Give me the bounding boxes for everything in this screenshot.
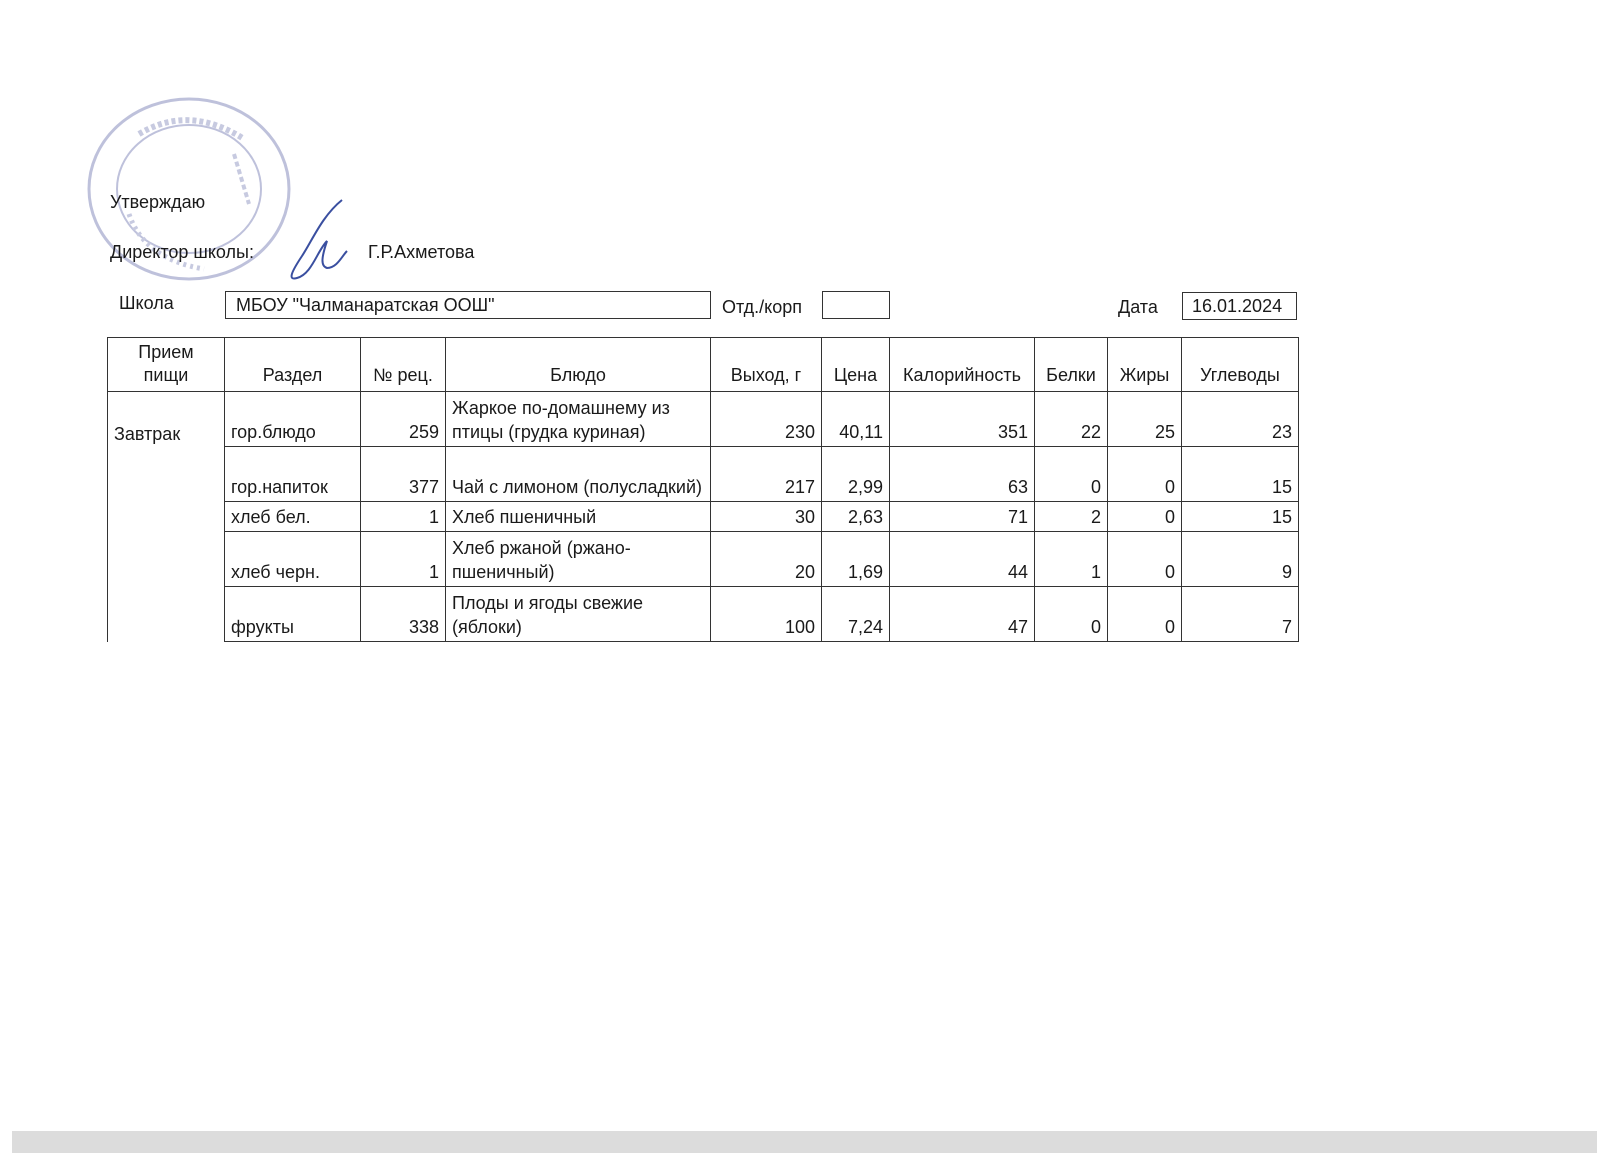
fat-cell: 0 <box>1108 502 1182 532</box>
dish-cell: Чай с лимоном (полусладкий) <box>446 447 711 502</box>
carbs-cell: 9 <box>1182 532 1299 587</box>
protein-cell: 0 <box>1035 447 1108 502</box>
col-recipe: № рец. <box>361 338 446 392</box>
section-cell: хлеб черн. <box>225 532 361 587</box>
school-field: МБОУ "Чалманаратская ООШ" <box>225 291 711 319</box>
col-price: Цена <box>822 338 890 392</box>
kcal-cell: 351 <box>890 392 1035 447</box>
col-yield: Выход, г <box>711 338 822 392</box>
school-label: Школа <box>119 293 174 313</box>
date-field: 16.01.2024 <box>1182 292 1297 320</box>
kcal-cell: 71 <box>890 502 1035 532</box>
recipe-cell: 338 <box>361 587 446 642</box>
section-cell: хлеб бел. <box>225 502 361 532</box>
carbs-cell: 23 <box>1182 392 1299 447</box>
col-section: Раздел <box>225 338 361 392</box>
price-cell: 1,69 <box>822 532 890 587</box>
recipe-cell: 377 <box>361 447 446 502</box>
section-cell: гор.блюдо <box>225 392 361 447</box>
meal-cell: Завтрак <box>108 392 225 642</box>
yield-cell: 100 <box>711 587 822 642</box>
price-cell: 2,63 <box>822 502 890 532</box>
carbs-cell: 15 <box>1182 502 1299 532</box>
col-kcal: Калорийность <box>890 338 1035 392</box>
yield-cell: 217 <box>711 447 822 502</box>
col-dish: Блюдо <box>446 338 711 392</box>
yield-cell: 30 <box>711 502 822 532</box>
table-header-row <box>108 338 1299 392</box>
col-fat: Жиры <box>1108 338 1182 392</box>
dish-cell: Плоды и ягоды свежие (яблоки) <box>446 587 711 642</box>
fat-cell: 0 <box>1108 532 1182 587</box>
fat-cell: 25 <box>1108 392 1182 447</box>
table-row <box>108 532 1299 587</box>
director-signature <box>282 196 362 286</box>
protein-cell: 22 <box>1035 392 1108 447</box>
table-row <box>108 502 1299 532</box>
section-cell: фрукты <box>225 587 361 642</box>
carbs-cell: 15 <box>1182 447 1299 502</box>
scan-edge <box>12 1131 1597 1153</box>
table-row <box>108 587 1299 642</box>
approve-text: Утверждаю <box>110 192 206 212</box>
recipe-cell: 1 <box>361 532 446 587</box>
date-label: Дата <box>1118 297 1158 317</box>
kcal-cell: 63 <box>890 447 1035 502</box>
protein-cell: 2 <box>1035 502 1108 532</box>
yield-cell: 20 <box>711 532 822 587</box>
price-cell: 7,24 <box>822 587 890 642</box>
price-cell: 40,11 <box>822 392 890 447</box>
dept-label: Отд./корп <box>722 297 802 317</box>
section-cell: гор.напиток <box>225 447 361 502</box>
dish-cell: Жаркое по-домашнему из птицы (грудка куриная) <box>446 392 711 447</box>
director-name: Г.Р.Ахметова <box>368 242 475 262</box>
protein-cell: 1 <box>1035 532 1108 587</box>
dish-cell: Хлеб ржаной (ржано-пшеничный) <box>446 532 711 587</box>
carbs-cell: 7 <box>1182 587 1299 642</box>
table-row <box>108 392 1299 447</box>
table-row <box>108 447 1299 502</box>
kcal-cell: 47 <box>890 587 1035 642</box>
yield-cell: 230 <box>711 392 822 447</box>
col-protein: Белки <box>1035 338 1108 392</box>
fat-cell: 0 <box>1108 447 1182 502</box>
price-cell: 2,99 <box>822 447 890 502</box>
recipe-cell: 259 <box>361 392 446 447</box>
menu-table <box>107 337 1299 642</box>
kcal-cell: 44 <box>890 532 1035 587</box>
protein-cell: 0 <box>1035 587 1108 642</box>
fat-cell: 0 <box>1108 587 1182 642</box>
director-label: Директор школы: <box>110 242 254 262</box>
dept-field <box>822 291 890 319</box>
dish-cell: Хлеб пшеничный <box>446 502 711 532</box>
recipe-cell: 1 <box>361 502 446 532</box>
col-meal: Прием пищи <box>108 338 225 392</box>
col-carbs: Углеводы <box>1182 338 1299 392</box>
